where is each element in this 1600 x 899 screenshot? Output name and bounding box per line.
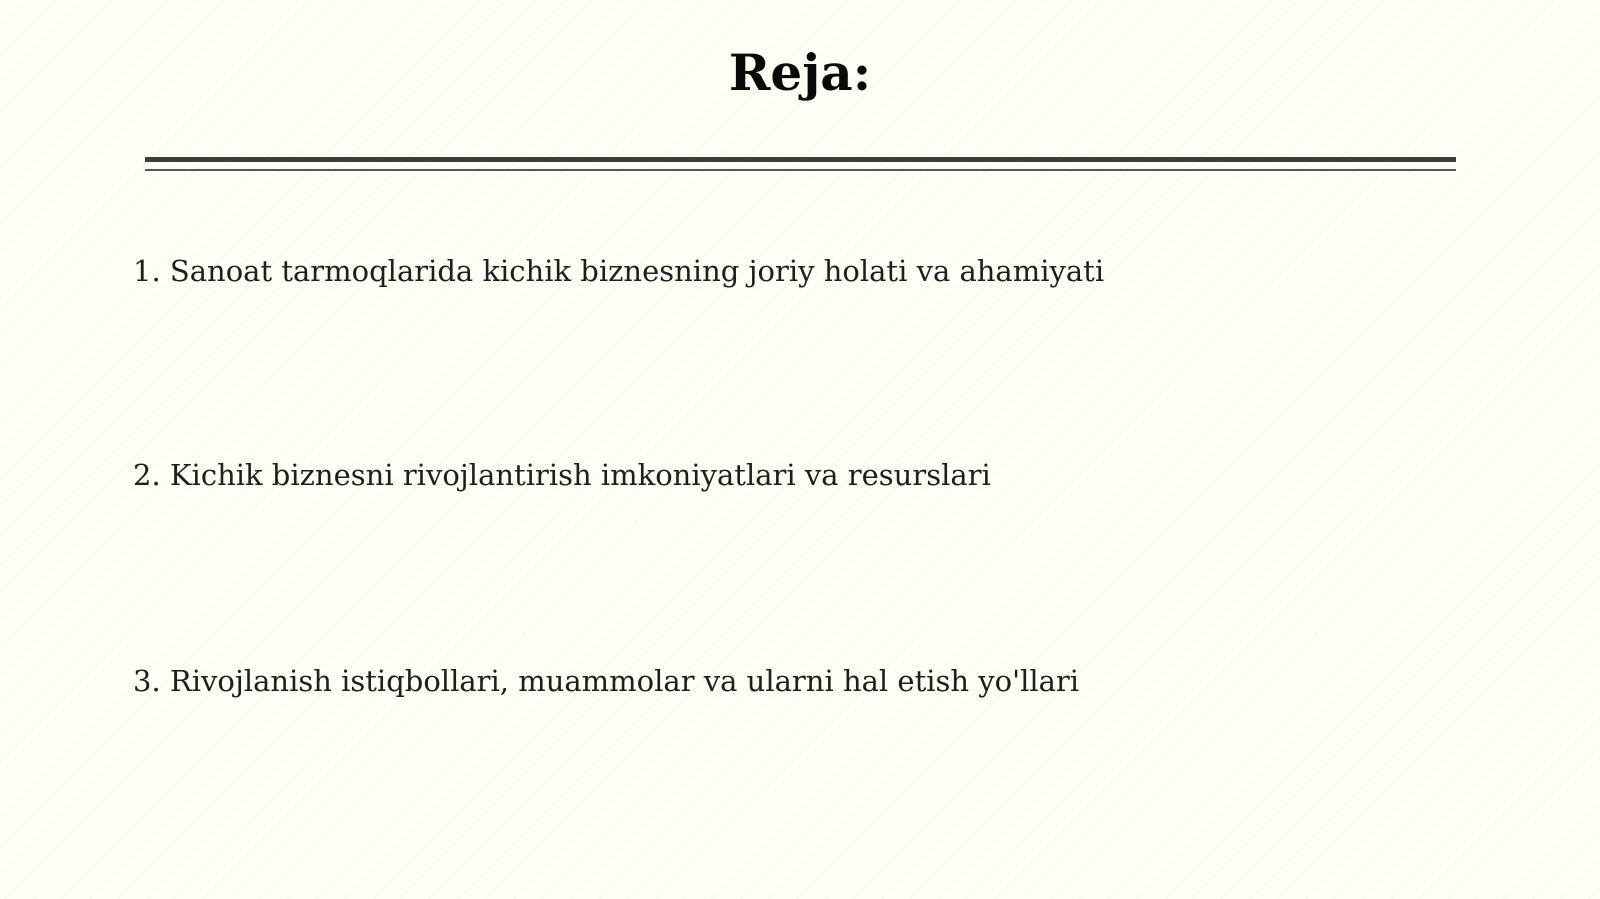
title-divider-thin [145, 169, 1456, 171]
page-title: Reja: [728, 43, 872, 102]
agenda-item-1: 1. Sanoat tarmoqlarida kichik biznesning joriy holati va ahamiyati [133, 254, 1105, 288]
title-divider-thick [145, 157, 1456, 162]
agenda-item-2: 2. Kichik biznesni rivojlantirish imkoniyatlari va resurslari [133, 458, 991, 492]
agenda-item-3: 3. Rivojlanish istiqbollari, muammolar va ularni hal etish yo'llari [133, 664, 1080, 698]
